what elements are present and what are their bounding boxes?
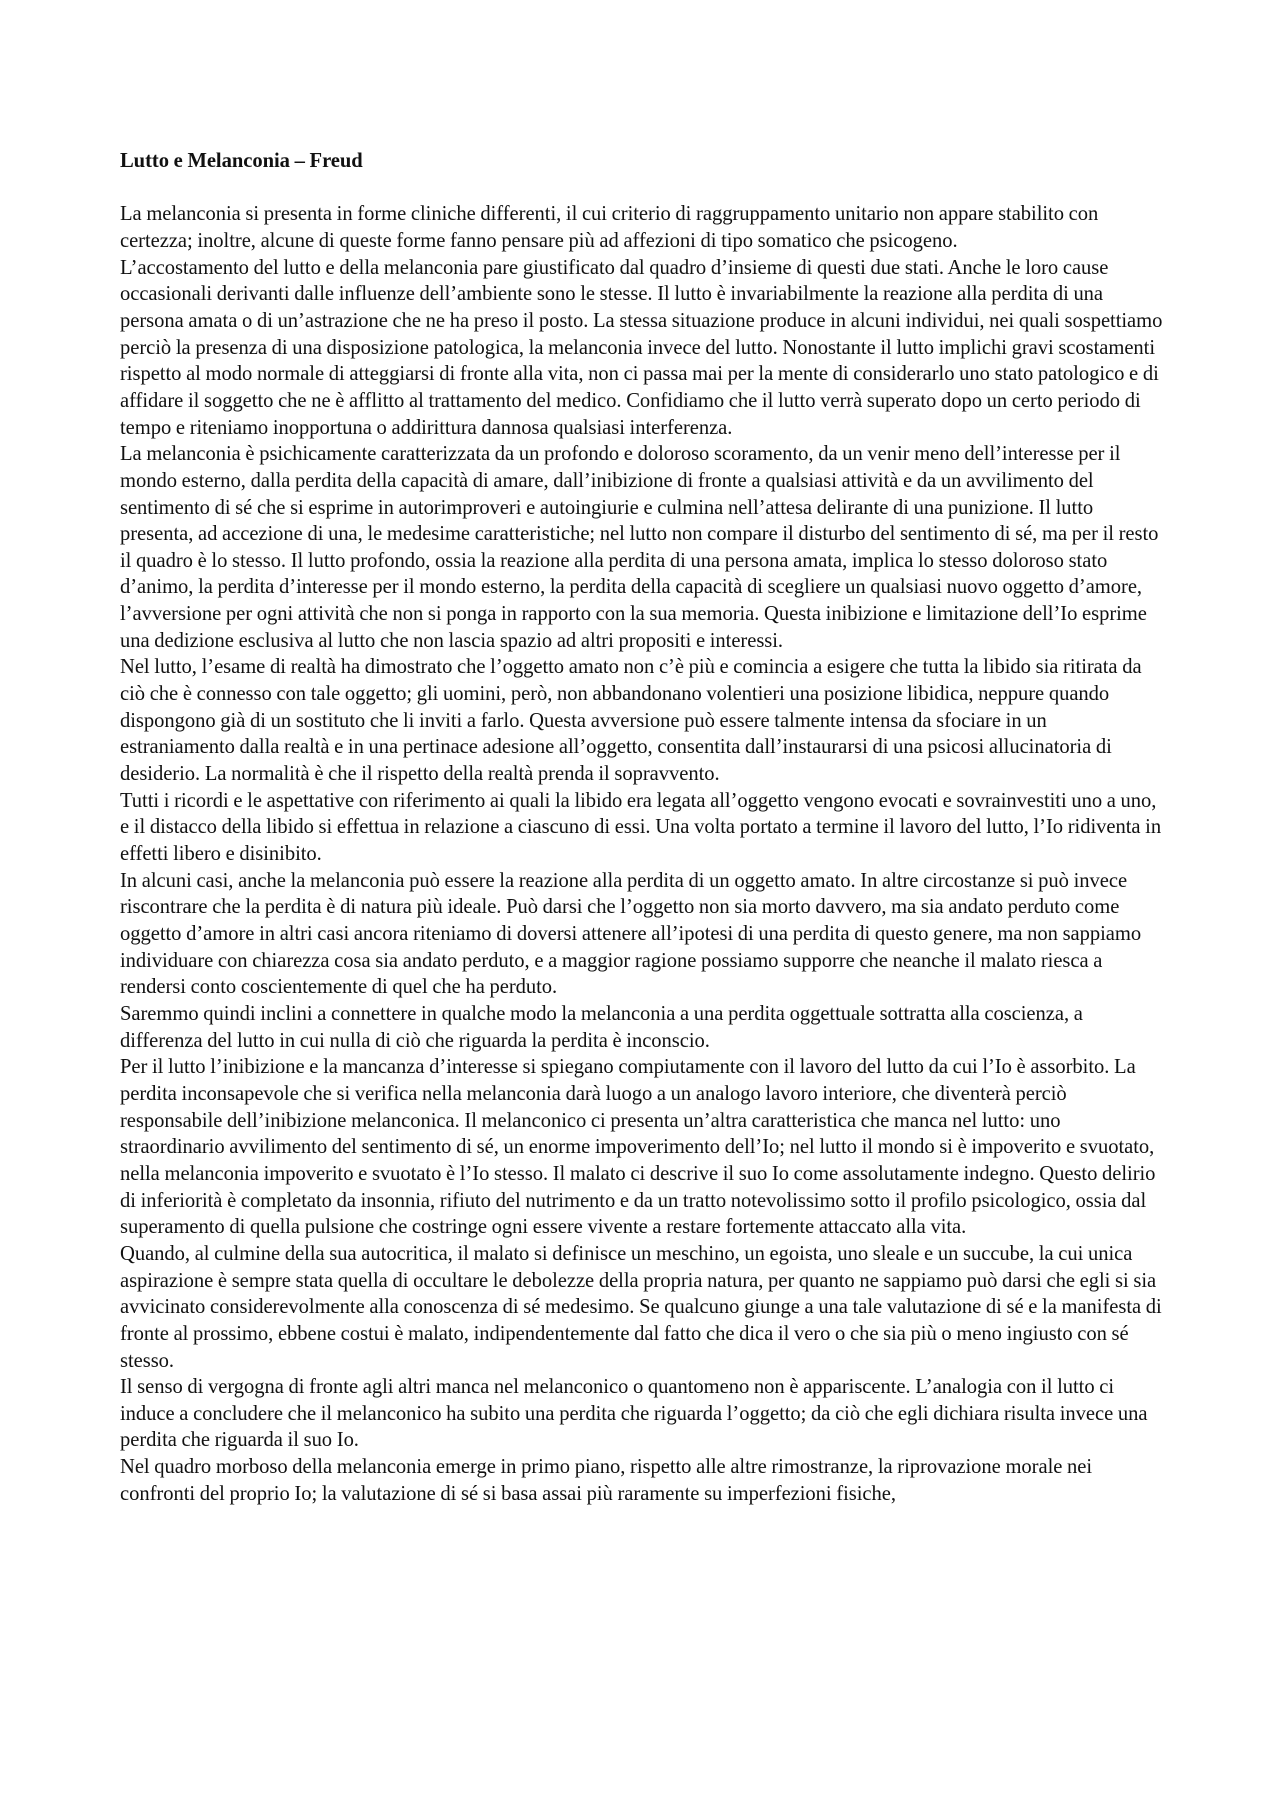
paragraph: Nel quadro morboso della melanconia emerge in primo piano, rispetto alle altre rimostranze, la riprovazione morale nei confronti del proprio Io; la valutazione di sé si basa assai più raramente su imperfezioni fisiche,: [120, 1456, 1093, 1505]
document-title: Lutto e Melanconia – Freud: [120, 150, 363, 172]
paragraph: Quando, al culmine della sua autocritica, il malato si definisce un meschino, un egoista, uno sleale e un succube, la cui unica aspirazione è sempre stata quella di occultare le debolezze della propria natura, per quanto ne sappiamo può darsi che egli si sia avvicinato considerevolmente alla conoscenza di sé medesimo. Se qualcuno giunge a una tale valutazione di sé e la manifesta di fronte al prossimo, ebbene costui è malato, indipendentemente dal fatto che dica il vero o che sia più o meno ingiusto con sé stesso.: [120, 1242, 1162, 1372]
paragraph: La melanconia si presenta in forme cliniche differenti, il cui criterio di raggruppamento unitario non appare stabilito con certezza; inoltre, alcune di queste forme fanno pensare più ad affezioni di tipo somatico che psicogeno.: [120, 203, 1099, 252]
document-body: [120, 148, 1166, 1507]
paragraph: Saremmo quindi inclini a connettere in qualche modo la melanconia a una perdita oggettuale sottratta alla coscienza, a differenza del lutto in cui nulla di ciò che riguarda la perdita è inconscio.: [120, 1002, 1083, 1052]
paragraph: Per il lutto l’inibizione e la mancanza d’interesse si spiegano compiutamente con il lavoro del lutto da cui l’Io è assorbito. La perdita inconsapevole che si verifica nella melanconia darà luogo a un analogo lavoro interiore, che diventerà perciò responsabile dell’inibizione melanconica. Il melanconico ci presenta un’altra caratteristica che manca nel lutto: uno straordinario avvilimento del sentimento di sé, un enorme impoverimento dell’Io; nel lutto il mondo si è impoverito e svuotato, nella melanconia impoverito e svuotato è l’Io stesso. Il malato ci descrive il suo Io come assolutamente indegno. Questo delirio di inferiorità è completato da insonnia, rifiuto del nutrimento e da un tratto notevolissimo sotto il profilo psicologico, ossia dal superamento di quella pulsione che costringe ogni essere vivente a restare fortemente attaccato alla vita.: [120, 1056, 1156, 1239]
paragraph: La melanconia è psichicamente caratterizzata da un profondo e doloroso scoramento, da un venir meno dell’interesse per il mondo esterno, dalla perdita della capacità di amare, dall’inibizione di fronte a qualsiasi attività e da un avvilimento del sentimento di sé che si esprime in autorimproveri e autoingiurie e culmina nell’attesa delirante di una punizione. Il lutto presenta, ad accezione di una, le medesime caratteristiche; nel lutto non compare il disturbo del sentimento di sé, ma per il resto il quadro è lo stesso. Il lutto profondo, ossia la reazione alla perdita di una persona amata, implica lo stesso doloroso stato d’animo, la perdita d’interesse per il mondo esterno, la perdita della capacità di scegliere un qualsiasi nuovo oggetto d’amore, l’avversione per ogni attività che non si ponga in rapporto con la sua memoria. Questa inibizione e limitazione dell’Io esprime una dedizione esclusiva al lutto che non lascia spazio ad altri propositi e interessi.: [120, 443, 1159, 652]
paragraph: Nel lutto, l’esame di realtà ha dimostrato che l’oggetto amato non c’è più e comincia a esigere che tutta la libido sia ritirata da ciò che è connesso con tale oggetto; gli uomini, però, non abbandonano volentieri una posizione libidica, neppure quando dispongono già di un sostituto che li inviti a farlo. Questa avversione può essere talmente intensa da sfociare in un estraniamento dalla realtà e in una pertinace adesione all’oggetto, consentita dall’instaurarsi di una psicosi allucinatoria di desiderio. La normalità è che il rispetto della realtà prenda il sopravvento.: [120, 656, 1142, 786]
paragraph: Tutti i ricordi e le aspettative con riferimento ai quali la libido era legata all’oggetto vengono evocati e sovrainvestiti uno a uno, e il distacco della libido si effettua in relazione a ciascuno di essi. Una volta portato a termine il lavoro del lutto, l’Io ridiventa in effetti libero e disinibito.: [120, 789, 1162, 866]
paragraph: In alcuni casi, anche la melanconia può essere la reazione alla perdita di un oggetto amato. In altre circostanze si può invece riscontrare che la perdita è di natura più ideale. Può darsi che l’oggetto non sia morto davvero, ma sia andato perduto come oggetto d’amore in altri casi ancora riteniamo di doversi attenere all’ipotesi di una perdita di questo genere, ma non sappiamo individuare con chiarezza cosa sia andato perduto, e a maggior ragione possiamo supporre che neanche il malato riesca a rendersi conto coscientemente di quel che ha perduto.: [120, 869, 1142, 999]
paragraph: Il senso di vergogna di fronte agli altri manca nel melanconico o quantomeno non è appariscente. L’analogia con il lutto ci induce a concludere che il melanconico ha subito una perdita che riguarda l’oggetto; da ciò che egli dichiara risulta invece una perdita che riguarda il suo Io.: [120, 1376, 1148, 1452]
paragraph: L’accostamento del lutto e della melanconia pare giustificato dal quadro d’insieme di questi due stati. Anche le loro cause occasionali derivanti dalle influenze dell’ambiente sono le stesse. Il lutto è invariabilmente la reazione alla perdita di una persona amata o di un’astrazione che ne ha preso il posto. La stessa situazione produce in alcuni individui, nei quali sospettiamo perciò la presenza di una disposizione patologica, la melanconia invece del lutto. Nonostante il lutto implichi gravi scostamenti rispetto al modo normale di atteggiarsi di fronte alla vita, non ci passa mai per la mente di considerarlo uno stato patologico e di affidare il soggetto che ne è afflitto al trattamento del medico. Confidiamo che il lutto verrà superato dopo un certo periodo di tempo e riteniamo inopportuna o addirittura dannosa qualsiasi interferenza.: [120, 256, 1163, 439]
